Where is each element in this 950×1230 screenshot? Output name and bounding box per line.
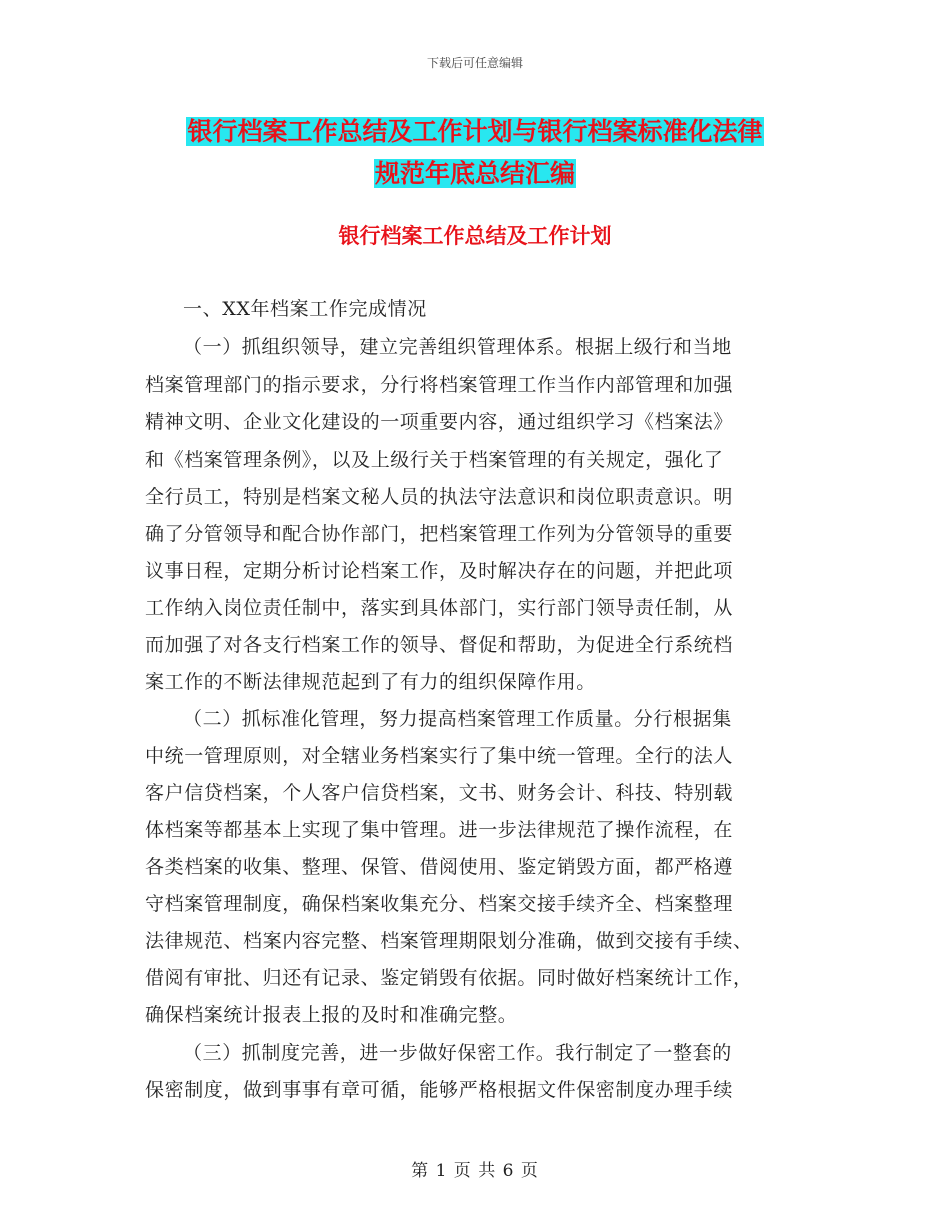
document-title-line-2: 规范年底总结汇编 <box>374 159 575 188</box>
paragraph-line: （三）抓制度完善，进一步做好保密工作。我行制定了一整套的 <box>183 1042 732 1064</box>
paragraph-line: 议事日程，定期分析讨论档案工作，及时解决存在的问题，并把此项 <box>145 560 734 582</box>
document-title-line-1: 银行档案工作总结及工作计划与银行档案标准化法律 <box>187 117 763 146</box>
section-title: 银行档案工作总结及工作计划 <box>338 224 612 248</box>
paragraph-line: 客户信贷档案，个人客户信贷档案，文书、财务会计、科技、特别载 <box>145 782 734 804</box>
paragraph-line: 而加强了对各支行档案工作的领导、督促和帮助，为促进全行系统档 <box>145 634 734 656</box>
paragraph-line: 工作纳入岗位责任制中，落实到具体部门，实行部门领导责任制，从 <box>145 597 734 619</box>
body-heading: 一、XX年档案工作完成情况 <box>183 298 427 320</box>
paragraph-line: 案工作的不断法律规范起到了有力的组织保障作用。 <box>145 671 596 693</box>
paragraph-line: 和《档案管理条例》，以及上级行关于档案管理的有关规定，强化了 <box>145 449 724 471</box>
paragraph-line: 保密制度，做到事事有章可循，能够严格根据文件保密制度办理手续 <box>145 1079 734 1101</box>
paragraph-line: 全行员工，特别是档案文秘人员的执法守法意识和岗位职责意识。明 <box>145 486 734 508</box>
paragraph-line: 档案管理部门的指示要求，分行将档案管理工作当作内部管理和加强 <box>145 374 734 396</box>
paragraph-line: 确了分管领导和配合协作部门，把档案管理工作列为分管领导的重要 <box>145 523 734 545</box>
paragraph-line: 确保档案统计报表上报的及时和准确完整。 <box>145 1004 518 1026</box>
page-footer: 第 1 页 共 6 页 <box>411 1161 539 1181</box>
paragraph-line: 精神文明、企业文化建设的一项重要内容，通过组织学习《档案法》 <box>145 411 734 433</box>
paragraph-line: 法律规范、档案内容完整、档案管理期限划分准确，做到交接有手续、 <box>145 930 753 952</box>
paragraph-line: 中统一管理原则，对全辖业务档案实行了集中统一管理。全行的法人 <box>145 745 734 767</box>
paragraph-line: 借阅有审批、归还有记录、鉴定销毁有依据。同时做好档案统计工作， <box>145 967 753 989</box>
paragraph-line: （二）抓标准化管理，努力提高档案管理工作质量。分行根据集 <box>183 708 732 730</box>
paragraph-line: （一）抓组织领导，建立完善组织管理体系。根据上级行和当地 <box>183 336 732 358</box>
paragraph-line: 体档案等都基本上实现了集中管理。进一步法律规范了操作流程，在 <box>145 819 734 841</box>
paragraph-line: 守档案管理制度，确保档案收集充分、档案交接手续齐全、档案整理 <box>145 893 734 915</box>
header-note: 下载后可任意编辑 <box>426 56 523 70</box>
paragraph-line: 各类档案的收集、整理、保管、借阅使用、鉴定销毁方面，都严格遵 <box>145 856 734 878</box>
